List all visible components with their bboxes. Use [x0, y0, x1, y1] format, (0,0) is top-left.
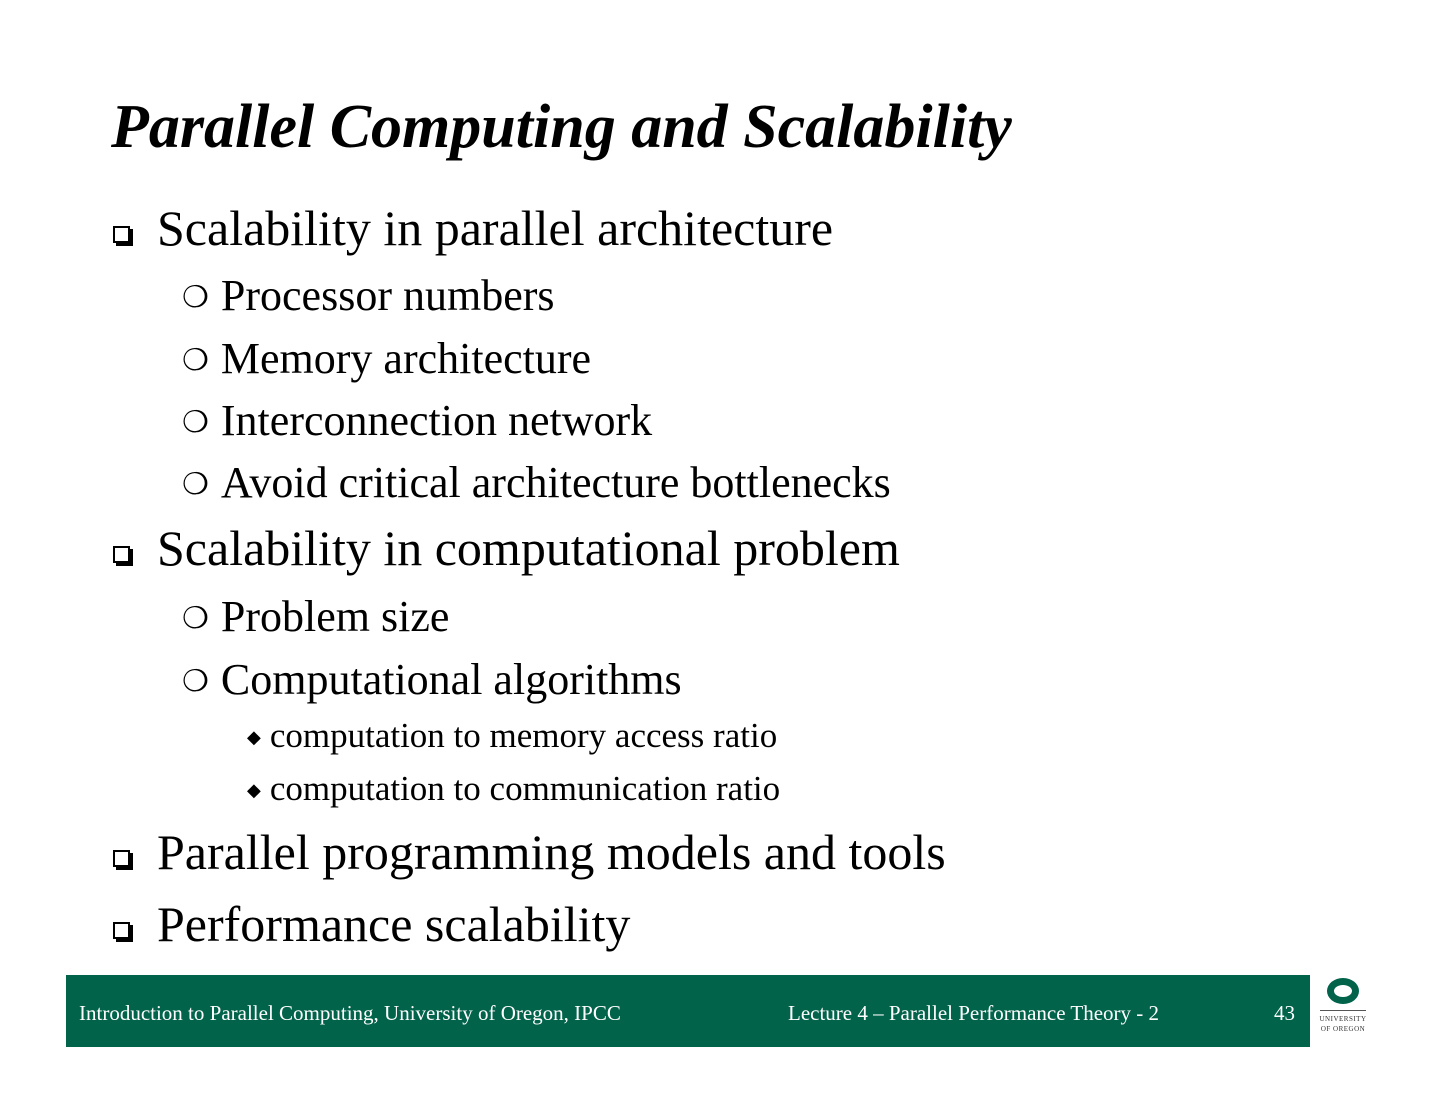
circle-bullet-icon: ❍: [182, 406, 209, 440]
diamond-bullet-icon: ◆: [247, 726, 261, 747]
logo-text-line1: UNIVERSITY: [1319, 1015, 1367, 1023]
bullet-text: Performance scalability: [157, 896, 631, 952]
university-logo: [1312, 978, 1374, 1048]
bullet-l2: [182, 655, 682, 706]
circle-bullet-icon: ❍: [182, 344, 209, 378]
bullet-text: Interconnection network: [220, 396, 653, 445]
bullet-text: computation to communication ratio: [269, 769, 781, 808]
slide-title: Parallel Computing and Scalability: [111, 93, 1012, 161]
bullet-text: Problem size: [220, 592, 450, 641]
bullet-text: Memory architecture: [220, 334, 592, 383]
square-bullet-icon: [113, 226, 130, 243]
bullet-l1: [113, 824, 946, 882]
o-logo-icon: [1327, 978, 1359, 1004]
bullet-l1: [113, 200, 833, 258]
bullet-text: Computational algorithms: [220, 655, 682, 704]
bullet-text: Scalability in computational problem: [157, 520, 900, 576]
logo-divider: [1320, 1010, 1366, 1011]
bullet-text: Parallel programming models and tools: [157, 824, 946, 880]
bullet-text: Avoid critical architecture bottlenecks: [220, 458, 891, 507]
bullet-l2: [182, 334, 591, 385]
bullet-text: Processor numbers: [220, 271, 555, 320]
bullet-l2: [182, 458, 891, 509]
page-number: 43: [1274, 1001, 1295, 1025]
bullet-l3: [247, 716, 777, 756]
square-bullet-icon: [113, 546, 130, 563]
circle-bullet-icon: ❍: [182, 468, 209, 502]
footer-lecture: Lecture 4 – Parallel Performance Theory - 2: [788, 1001, 1160, 1025]
circle-bullet-icon: ❍: [182, 281, 209, 315]
square-bullet-icon: [113, 922, 130, 939]
bullet-l3: [247, 769, 780, 809]
diamond-bullet-icon: ◆: [247, 779, 261, 800]
bullet-l2: [182, 271, 555, 322]
bullet-l1: [113, 520, 900, 578]
slide-footer: [66, 975, 1310, 1047]
square-bullet-icon: [113, 850, 130, 867]
footer-course: Introduction to Parallel Computing, University of Oregon, IPCC: [79, 1001, 621, 1025]
circle-bullet-icon: ❍: [182, 665, 209, 699]
bullet-text: Scalability in parallel architecture: [157, 200, 834, 256]
bullet-l2: [182, 592, 449, 643]
bullet-l2: [182, 396, 652, 447]
bullet-l1: [113, 896, 630, 954]
logo-text-line2: OF OREGON: [1320, 1025, 1366, 1033]
bullet-text: computation to memory access ratio: [269, 716, 778, 755]
circle-bullet-icon: ❍: [182, 602, 209, 636]
